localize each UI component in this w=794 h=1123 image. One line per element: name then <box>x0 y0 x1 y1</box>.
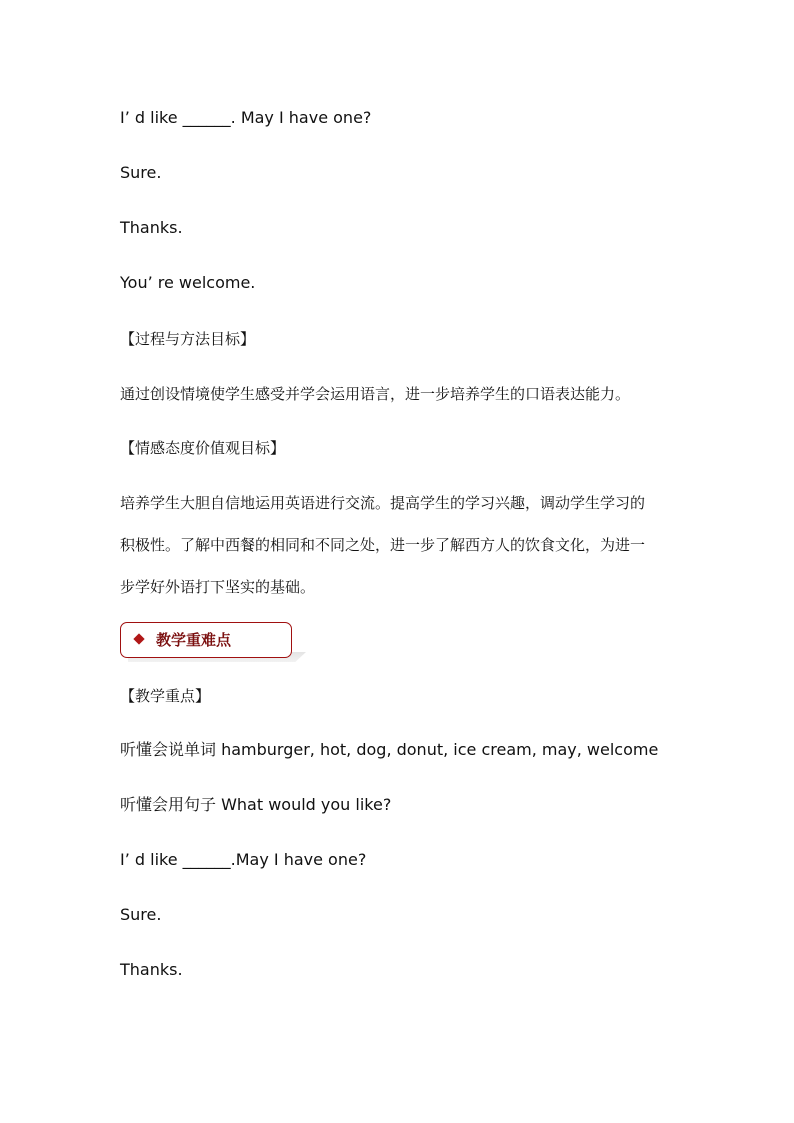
emotion-goal-line-1: 培养学生大胆自信地运用英语进行交流。提高学生的学习兴趣，调动学生学习的 <box>120 494 646 512</box>
key-point-line-5: Thanks. <box>120 960 183 979</box>
dialogue-line-4: You’ re welcome. <box>120 273 256 292</box>
key-points-heading: 【教学重点】 <box>120 687 211 705</box>
section-title: 教学重难点 <box>156 631 232 649</box>
emotion-goal-heading: 【情感态度价值观目标】 <box>120 439 286 457</box>
dialogue-line-1: I’ d like ______. May I have one? <box>120 108 372 127</box>
emotion-goal-line-2: 积极性。了解中西餐的相同和不同之处，进一步了解西方人的饮食文化，为进一 <box>120 536 646 554</box>
process-goal-text: 通过创设情境使学生感受并学会运用语言，进一步培养学生的口语表达能力。 <box>120 385 631 403</box>
key-point-line-2: 听懂会用句子 What would you like? <box>120 795 392 814</box>
process-goal-heading: 【过程与方法目标】 <box>120 330 256 348</box>
dialogue-line-2: Sure. <box>120 163 162 182</box>
key-point-line-3: I’ d like ______.May I have one? <box>120 850 367 869</box>
dialogue-line-3: Thanks. <box>120 218 183 237</box>
emotion-goal-line-3: 步学好外语打下坚实的基础。 <box>120 578 316 596</box>
key-point-line-4: Sure. <box>120 905 162 924</box>
key-point-line-1: 听懂会说单词 hamburger, hot, dog, donut, ice cream, may, welcome <box>120 740 659 759</box>
